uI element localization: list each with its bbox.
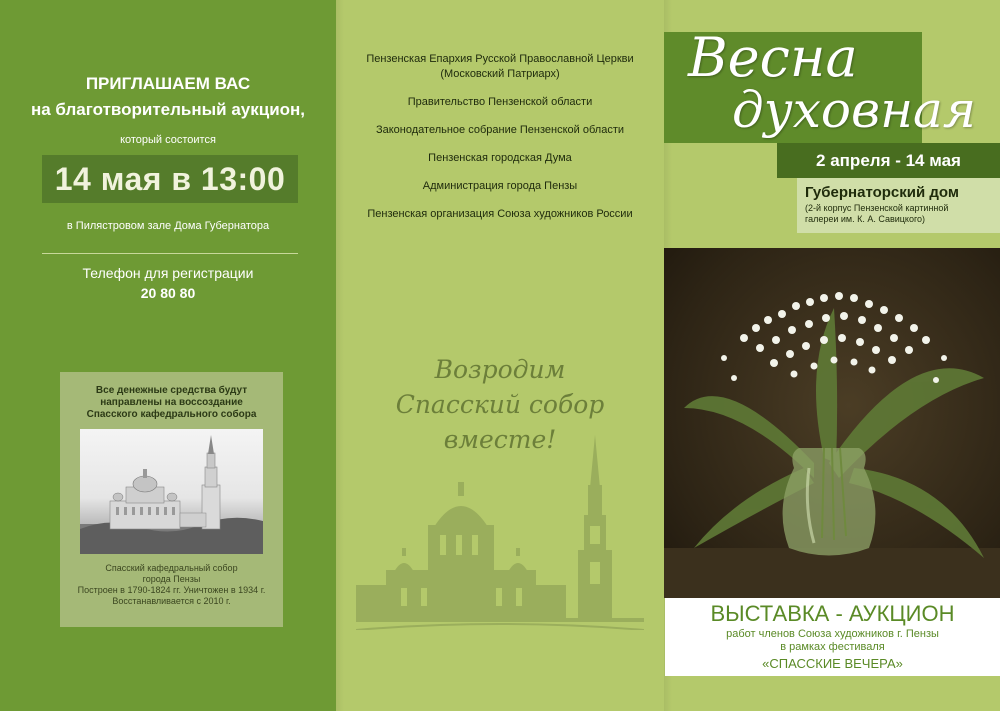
title-line: Весна: [688, 26, 858, 89]
auction-hall: в Пилястровом зале Дома Губернатора: [66, 220, 270, 232]
organizer-line: Администрация города Пензы: [422, 180, 578, 192]
card-heading: [60, 385, 283, 421]
phone-number: 20 80 80: [140, 285, 196, 301]
event-box: [665, 598, 1000, 676]
event-description: работ членов Союза художников г. Пензы: [726, 628, 939, 640]
event-title: ВЫСТАВКА - АУКЦИОН: [710, 601, 955, 626]
organizer-line: Правительство Пензенской области: [407, 96, 593, 108]
cathedral-card: [60, 372, 283, 627]
painting-drawing: [664, 248, 1000, 598]
venue-subtitle-line: галереи им. К. А. Савицкого): [805, 214, 926, 224]
organizer-line: Пензенская Епархия Русской Православной Церкви: [366, 53, 634, 65]
cathedral-photo: [80, 429, 263, 554]
card-caption-line: города Пензы: [142, 574, 201, 584]
card-heading-line: Спасского кафедрального собора: [86, 409, 257, 420]
exhibition-dates: 2 апреля - 14 мая: [777, 143, 1000, 178]
event-description: в рамках фестиваля: [780, 641, 885, 653]
slogan-line: вместе!: [443, 425, 557, 454]
organizer-line: Законодательное собрание Пензенской области: [375, 124, 625, 136]
cathedral-silhouette: [356, 430, 644, 630]
auction-date-box: 14 мая в 13:00: [42, 155, 298, 203]
organizer-line: (Московский Патриарх): [440, 68, 560, 80]
lily-of-the-valley-painting: [664, 248, 1000, 598]
card-caption-line: Спасский кафедральный собор: [105, 563, 238, 573]
right-panel: [664, 0, 1000, 711]
middle-panel: [336, 0, 664, 711]
invite-heading: ПРИГЛАШАЕМ ВАС: [85, 74, 251, 93]
venue-subtitle: [805, 203, 1000, 225]
festival-name: «СПАССКИЕ ВЕЧЕРА»: [762, 656, 903, 671]
slogan-line: Возродим: [434, 355, 566, 384]
card-caption-line: Восстанавливается с 2010 г.: [112, 596, 231, 606]
venue-box: [797, 178, 1000, 233]
phone-label: Телефон для регистрации: [82, 265, 254, 281]
cathedral-photo-drawing: [80, 429, 263, 554]
slogan-line: Спасский собор: [395, 390, 605, 419]
organizer-line: Пензенская организация Союза художников России: [367, 208, 633, 220]
card-heading-line: Все денежные средства будут: [95, 385, 248, 396]
venue-title: Губернаторский дом: [805, 184, 959, 201]
card-caption-line: Построен в 1790-1824 гг. Уничтожен в 1934 г.: [77, 585, 266, 595]
card-caption: [60, 563, 283, 607]
organizer-line: Пензенская городская Дума: [428, 152, 572, 164]
card-heading-line: направлены на воссоздание: [100, 397, 243, 408]
invite-note: который состоится: [120, 134, 216, 146]
divider: [42, 253, 298, 254]
invite-subheading: на благотворительный аукцион,: [30, 100, 306, 119]
venue-subtitle-line: (2-й корпус Пензенской картинной: [805, 203, 949, 213]
title-line: духовная: [732, 81, 976, 139]
left-panel: [0, 0, 336, 711]
